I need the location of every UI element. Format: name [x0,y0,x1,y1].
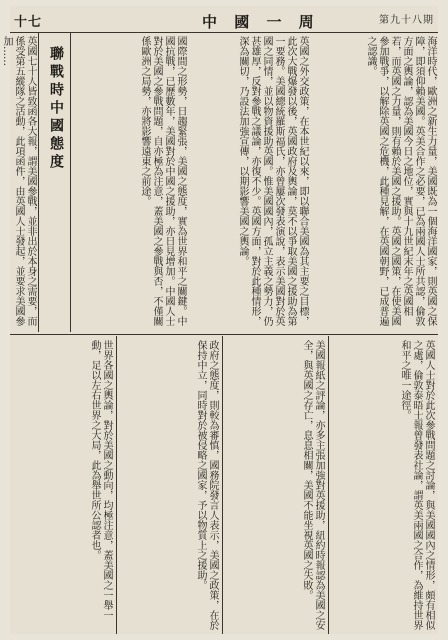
page-number: 十七 [14,15,43,30]
upper-body-middle: 英國之外交政策，在本世紀以來，即以聯合美國為其主要之目標，此次大戰爆發以後，英國政府及輿論，莫不以爭取美國之援助為第一要務。美國總統羅斯福氏，亦曾屢次發表演說，表示美國對於英國之同情，並以物資援助英國。惟美國國內，孤立主義之勢力，仍甚雄厚，反對參戰之議論，亦復不少。英國方面，對於此種情形，深為關切，乃設法加強宣傳，以期影響美國之輿論。 [237,36,308,326]
upper-divider-2 [70,32,71,332]
newspaper-page [1,6,438,634]
lower-column-3: 政府之態度，則較為審慎，國務院發言人表示，美國之政策，在於保持中立，同時對於被侵略之國家，予以物質上之援助。 [195,340,218,630]
upper-body-left: 國際間之形勢，日趨緊張，美國之態度，實為世界和平之關鍵。中國抗戰，已歷數年，美國對於中國之援助，亦日見增加。中國人士對於美國之參戰問題，自亦極為注意，蓋美國之參戰與否，不僅關係歐洲之局勢，亦將影響遠東之前途。 [139,36,186,326]
publication-title: 中 國 一 周 [202,13,320,31]
lower-divider-1 [116,336,117,634]
lower-column-1: 英國人士對於此次參戰問題之討論，與美國國內之情形，頗有相似之處，倫敦泰晤士報曾發表社論，謂英美兩國之合作，為維持世界和平之唯一途徑。 [399,340,434,630]
issue-number: 第九十八期 [379,15,434,26]
page-header [10,6,438,33]
upper-divider-1 [38,32,39,332]
upper-body-right: 海洋時代，歐洲之新生力量，美國既為一個海洋國家，則英國之保障，即須仰賴美國。英美合作之必要，已為兩國人士所共認，倫敦方面之輿論，認為美國今日之地位，實與十九世紀末年之英國相若，而英國之力量，則有賴於美國之援助。英國之國策，在使美國參加戰爭，以解除英國之危機，此種見解，在英國朝野，已成普遍之認識。 [365,36,436,326]
section-divider [10,334,438,335]
lower-divider-2 [222,336,223,634]
upper-intro-column: 英國七十人皆致函各大報，謂美國參戰，並非出於本身之需要，而係受第五縱隊之活動，此項函件，由英國人士發起，並要求美國參加…… [1,36,36,326]
lower-divider-3 [328,336,329,634]
lower-column-2: 美國報紙之評論，亦多主張加強對英援助，紐約時報認為美國之安全，與英國之存亡，息息相關，美國不能坐視英國之失敗。 [301,340,324,630]
article-side-title: 聯戰時中國態度 [48,46,64,172]
lower-column-4: 世界各國之輿論，對於美國之動向，均極注意，蓋美國之一舉一動，足以左右世界之大局，此為舉世所公認者也。 [89,340,112,620]
